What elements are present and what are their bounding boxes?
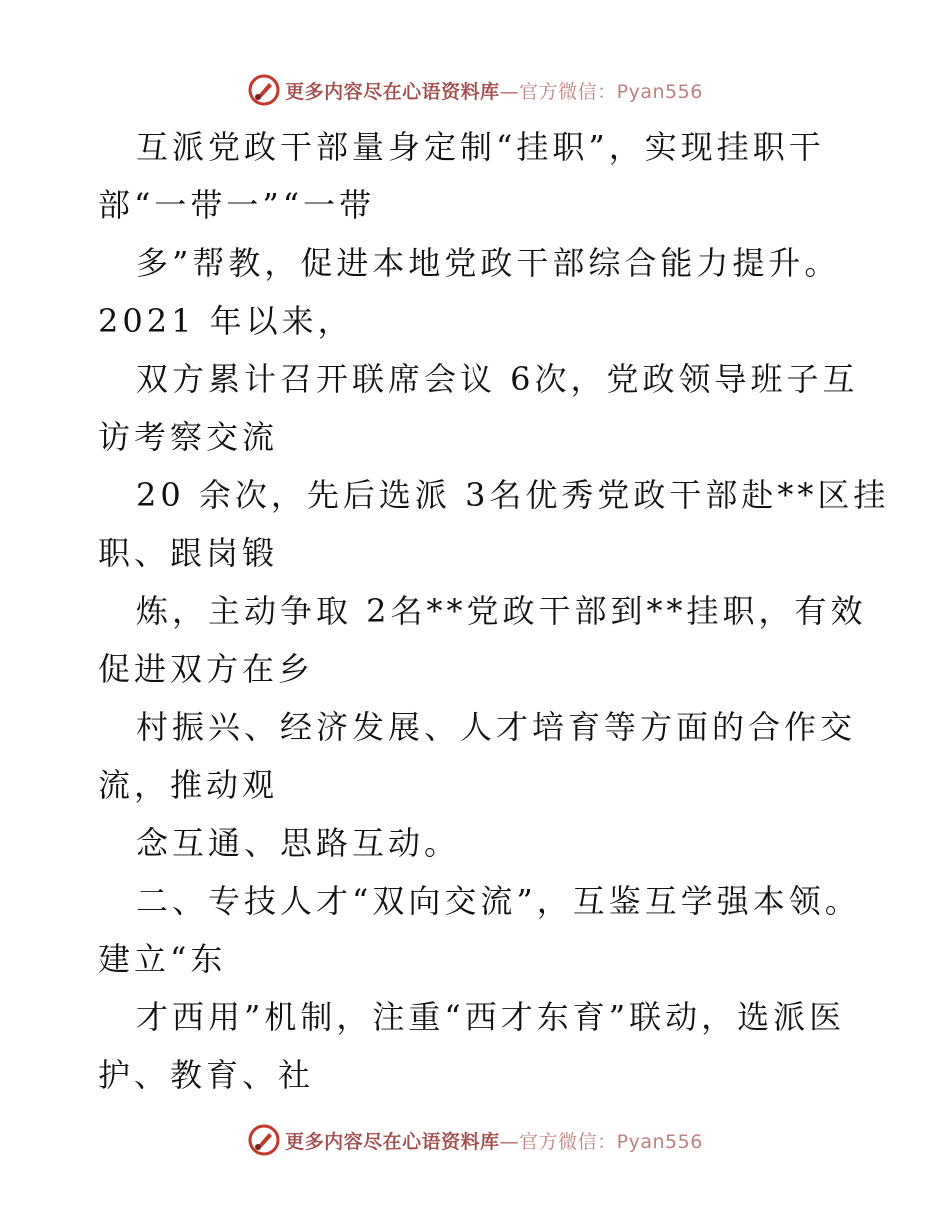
body-line: 双方累计召开联席会议 6次，党政领导班子互 — [136, 360, 859, 398]
body-line: 部“一带一”“一带 — [98, 186, 376, 224]
body-line: 职、跟岗锻 — [98, 534, 279, 572]
body-line: 20 余次，先后选派 3名优秀党政干部赴**区挂 — [136, 476, 890, 514]
brush-logo-icon — [247, 73, 281, 107]
footer-banner — [0, 1120, 950, 1160]
brush-logo-icon — [247, 1123, 281, 1157]
body-line: 才西用”机制，注重“西才东育”联动，选派医 — [136, 998, 846, 1036]
body-line: 2021 年以来， — [98, 302, 354, 340]
document-body — [98, 118, 890, 1104]
body-line: 流，推动观 — [98, 766, 279, 804]
header-banner — [0, 70, 950, 110]
body-line: 护、教育、社 — [98, 1056, 315, 1094]
body-line: 互派党政干部量身定制“挂职”，实现挂职干 — [136, 128, 825, 166]
body-line: 建立“东 — [98, 940, 227, 978]
header-contact: 官方微信：Pyan556 — [519, 80, 703, 103]
body-line: 念互通、思路互动。 — [136, 824, 461, 862]
body-line: 访考察交流 — [98, 418, 279, 456]
body-line: 炼，主动争取 2名**党政干部到**挂职，有效 — [136, 592, 867, 630]
header-banner-text — [285, 77, 703, 104]
body-line: 多”帮教，促进本地党政干部综合能力提升。 — [136, 244, 841, 282]
footer-brand: 更多内容尽在心语资料库 — [285, 1130, 500, 1153]
header-brand: 更多内容尽在心语资料库 — [285, 80, 500, 103]
footer-contact: 官方微信：Pyan556 — [519, 1130, 703, 1153]
body-line: 二、专技人才“双向交流”，互鉴互学强本领。 — [136, 882, 861, 920]
footer-banner-text — [285, 1127, 703, 1154]
footer-separator: — — [499, 1130, 520, 1153]
header-separator: — — [499, 80, 520, 103]
body-line: 促进双方在乡 — [98, 650, 315, 688]
body-line: 村振兴、经济发展、人才培育等方面的合作交 — [136, 708, 857, 746]
